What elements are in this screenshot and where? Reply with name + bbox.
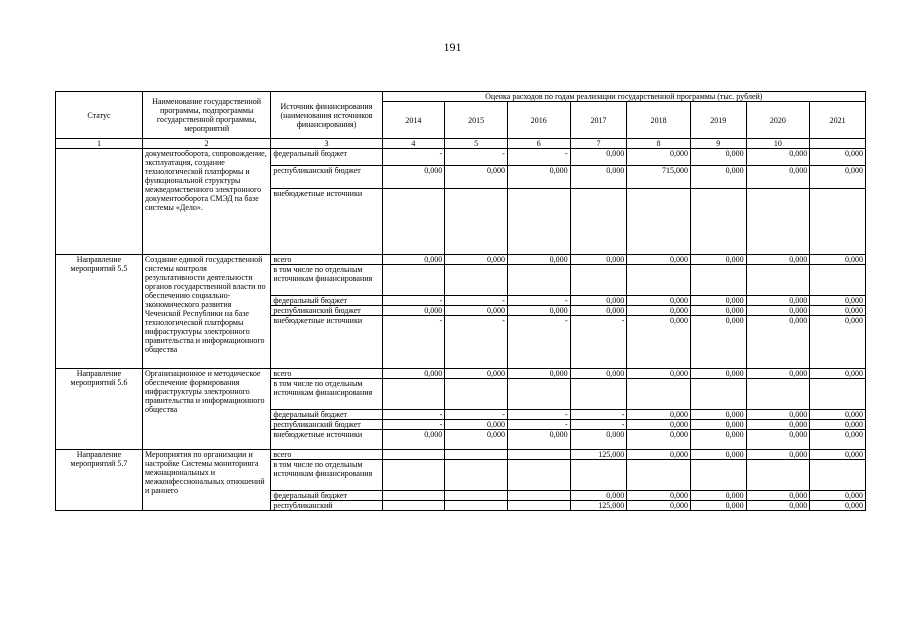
page-number: 191 bbox=[443, 40, 462, 54]
amount-cell bbox=[445, 189, 508, 255]
funding-source-cell: внебюджетные источники bbox=[271, 316, 382, 369]
amount-cell: 0,000 bbox=[570, 166, 627, 189]
amount-cell: 0,000 bbox=[746, 296, 810, 306]
table-row bbox=[56, 450, 866, 460]
amount-cell: - bbox=[507, 420, 570, 430]
amount-cell: 0,000 bbox=[507, 166, 570, 189]
amount-cell: 0,000 bbox=[627, 255, 691, 265]
amount-cell bbox=[507, 189, 570, 255]
column-index bbox=[810, 139, 866, 149]
measure-name-cell: Мероприятия по организации и настройке Системы мониторинга межнациональных и межконфессиональных отношений и раннего bbox=[142, 450, 270, 511]
amount-cell: 0,000 bbox=[445, 430, 508, 450]
amount-cell: 0,000 bbox=[810, 296, 866, 306]
status-cell: Направление мероприятий 5.7 bbox=[56, 450, 143, 511]
amount-cell: 0,000 bbox=[810, 166, 866, 189]
amount-cell: 0,000 bbox=[810, 450, 866, 460]
amount-cell: 0,000 bbox=[570, 430, 627, 450]
amount-cell: 0,000 bbox=[507, 430, 570, 450]
amount-cell: - bbox=[445, 410, 508, 420]
amount-cell: 0,000 bbox=[507, 369, 570, 379]
amount-cell: 0,000 bbox=[445, 306, 508, 316]
year-2020: 2020 bbox=[746, 102, 810, 139]
amount-cell bbox=[445, 460, 508, 491]
funding-source-cell: республиканский бюджет bbox=[271, 306, 382, 316]
amount-cell: 0,000 bbox=[445, 369, 508, 379]
amount-cell: 0,000 bbox=[746, 149, 810, 166]
status-cell: Направление мероприятий 5.5 bbox=[56, 255, 143, 369]
amount-cell: 0,000 bbox=[746, 306, 810, 316]
amount-cell: - bbox=[507, 149, 570, 166]
amount-cell bbox=[570, 265, 627, 296]
amount-cell: 0,000 bbox=[690, 410, 746, 420]
amount-cell bbox=[445, 265, 508, 296]
status-cell: Направление мероприятий 5.6 bbox=[56, 369, 143, 450]
amount-cell bbox=[382, 450, 445, 460]
amount-cell: 0,000 bbox=[382, 306, 445, 316]
amount-cell: 0,000 bbox=[445, 166, 508, 189]
amount-cell: 0,000 bbox=[627, 491, 691, 501]
amount-cell: 0,000 bbox=[690, 166, 746, 189]
amount-cell bbox=[627, 460, 691, 491]
amount-cell bbox=[382, 491, 445, 501]
amount-cell: 0,000 bbox=[382, 430, 445, 450]
amount-cell bbox=[570, 379, 627, 410]
amount-cell: 0,000 bbox=[746, 420, 810, 430]
amount-cell: - bbox=[507, 410, 570, 420]
measure-name-cell: документооборота, сопровождение, эксплуатация, создание технологической платформы и функциональной структуры межведомственного электронного документооборота СМЭД па базе системы «Дело». bbox=[142, 149, 270, 255]
amount-cell bbox=[382, 460, 445, 491]
funding-source-cell: всего bbox=[271, 450, 382, 460]
amount-cell: 0,000 bbox=[570, 255, 627, 265]
amount-cell bbox=[810, 265, 866, 296]
column-index: 10 bbox=[746, 139, 810, 149]
amount-cell: 0,000 bbox=[627, 501, 691, 511]
funding-source-cell: всего bbox=[271, 255, 382, 265]
funding-source-cell: федеральный бюджет bbox=[271, 491, 382, 501]
funding-source-cell: в том числе по отдельным источникам финансирования bbox=[271, 460, 382, 491]
column-index: 2 bbox=[142, 139, 270, 149]
amount-cell: 0,000 bbox=[382, 166, 445, 189]
amount-cell: 0,000 bbox=[690, 450, 746, 460]
amount-cell: - bbox=[382, 410, 445, 420]
funding-source-cell: федеральный бюджет bbox=[271, 149, 382, 166]
amount-cell: - bbox=[382, 420, 445, 430]
amount-cell bbox=[810, 379, 866, 410]
amount-cell: 0,000 bbox=[627, 410, 691, 420]
funding-source-cell: республиканский бюджет bbox=[271, 420, 382, 430]
year-2015: 2015 bbox=[445, 102, 508, 139]
amount-cell: - bbox=[445, 316, 508, 369]
amount-cell: 0,000 bbox=[627, 430, 691, 450]
amount-cell: 0,000 bbox=[810, 306, 866, 316]
amount-cell bbox=[627, 265, 691, 296]
amount-cell: 0,000 bbox=[627, 369, 691, 379]
amount-cell bbox=[746, 379, 810, 410]
amount-cell bbox=[570, 189, 627, 255]
amount-cell: 0,000 bbox=[810, 369, 866, 379]
amount-cell: 0,000 bbox=[690, 149, 746, 166]
column-index: 6 bbox=[507, 139, 570, 149]
name-header: Наименование государственной программы, подпрограммы государственной программы, мероприятий bbox=[142, 92, 270, 139]
table-row bbox=[56, 149, 866, 166]
amount-cell: 0,000 bbox=[570, 306, 627, 316]
amount-cell: 0,000 bbox=[690, 420, 746, 430]
amount-cell: 0,000 bbox=[570, 296, 627, 306]
amount-cell bbox=[382, 189, 445, 255]
amount-cell bbox=[690, 189, 746, 255]
measure-name-cell: Создание единой государственной системы контроля результативности деятельности органов государственной власти по обеспечению социально-экономического развития Чеченской Республики на базе технологической платформы инфраструктуры электронного правительства и информационного общества bbox=[142, 255, 270, 369]
amount-cell: 0,000 bbox=[690, 369, 746, 379]
amount-cell bbox=[507, 460, 570, 491]
column-index-row bbox=[56, 139, 866, 149]
amount-cell: 0,000 bbox=[810, 420, 866, 430]
amount-cell: - bbox=[570, 316, 627, 369]
amount-cell bbox=[627, 379, 691, 410]
amount-cell bbox=[690, 265, 746, 296]
amount-cell: 0,000 bbox=[746, 369, 810, 379]
amount-cell: 0,000 bbox=[690, 430, 746, 450]
status-cell bbox=[56, 149, 143, 255]
amount-cell: 0,000 bbox=[810, 410, 866, 420]
amount-cell: - bbox=[507, 296, 570, 306]
amount-cell: 0,000 bbox=[810, 501, 866, 511]
amount-cell: 0,000 bbox=[627, 450, 691, 460]
column-index: 3 bbox=[271, 139, 382, 149]
amount-cell bbox=[507, 450, 570, 460]
amount-cell bbox=[445, 450, 508, 460]
column-index: 7 bbox=[570, 139, 627, 149]
amount-cell bbox=[570, 460, 627, 491]
year-2017: 2017 bbox=[570, 102, 627, 139]
amount-cell: - bbox=[382, 316, 445, 369]
header-row bbox=[56, 92, 866, 102]
amount-cell: 0,000 bbox=[690, 316, 746, 369]
amount-cell bbox=[445, 491, 508, 501]
column-index: 5 bbox=[445, 139, 508, 149]
amount-cell: 0,000 bbox=[690, 296, 746, 306]
amount-cell bbox=[690, 460, 746, 491]
amount-cell bbox=[810, 189, 866, 255]
column-index: 8 bbox=[627, 139, 691, 149]
funding-source-cell: внебюджетные источники bbox=[271, 430, 382, 450]
amount-cell bbox=[746, 460, 810, 491]
amount-cell: - bbox=[445, 149, 508, 166]
amount-cell: 125,000 bbox=[570, 501, 627, 511]
amount-cell bbox=[445, 501, 508, 511]
table-body bbox=[56, 149, 866, 511]
amount-cell: - bbox=[507, 316, 570, 369]
funding-source-cell: республиканский бюджет bbox=[271, 166, 382, 189]
amount-cell bbox=[627, 189, 691, 255]
amount-cell bbox=[507, 379, 570, 410]
amount-cell: 0,000 bbox=[746, 450, 810, 460]
amount-cell: 0,000 bbox=[746, 316, 810, 369]
amount-cell: 0,000 bbox=[627, 420, 691, 430]
funding-source-cell: в том числе по отдельным источникам финансирования bbox=[271, 379, 382, 410]
amount-cell bbox=[507, 265, 570, 296]
amount-cell: - bbox=[570, 410, 627, 420]
amount-cell: 0,000 bbox=[382, 255, 445, 265]
funding-source-cell: федеральный бюджет bbox=[271, 410, 382, 420]
amount-cell: 0,000 bbox=[627, 306, 691, 316]
funding-source-cell: федеральный бюджет bbox=[271, 296, 382, 306]
funding-source-cell: внебюджетные источники bbox=[271, 189, 382, 255]
amount-cell: 0,000 bbox=[690, 255, 746, 265]
amount-cell: 0,000 bbox=[810, 255, 866, 265]
column-index: 1 bbox=[56, 139, 143, 149]
amount-cell: 0,000 bbox=[570, 149, 627, 166]
amount-cell: - bbox=[570, 420, 627, 430]
year-2019: 2019 bbox=[690, 102, 746, 139]
measure-name-cell: Организационное и методическое обеспечение формирования инфраструктуры электронного правительства и информационного общества bbox=[142, 369, 270, 450]
amount-cell: 0,000 bbox=[810, 149, 866, 166]
amount-cell: 0,000 bbox=[570, 369, 627, 379]
amount-cell bbox=[810, 460, 866, 491]
column-index: 4 bbox=[382, 139, 445, 149]
source-header: Источник финансирования (наименования источников финансирования) bbox=[271, 92, 382, 139]
amount-cell: 0,000 bbox=[810, 316, 866, 369]
amount-cell: 0,000 bbox=[810, 430, 866, 450]
year-2018: 2018 bbox=[627, 102, 691, 139]
amount-cell: 0,000 bbox=[627, 296, 691, 306]
amount-cell: 0,000 bbox=[810, 491, 866, 501]
amount-cell: 0,000 bbox=[690, 501, 746, 511]
status-header: Статус bbox=[56, 92, 143, 139]
funding-source-cell: республиканский bbox=[271, 501, 382, 511]
amount-cell: 0,000 bbox=[570, 491, 627, 501]
amount-cell bbox=[507, 491, 570, 501]
amount-cell: 0,000 bbox=[746, 166, 810, 189]
year-2021: 2021 bbox=[810, 102, 866, 139]
amount-cell: 0,000 bbox=[382, 369, 445, 379]
column-index: 9 bbox=[690, 139, 746, 149]
budget-table bbox=[55, 91, 866, 511]
amount-cell: 0,000 bbox=[746, 491, 810, 501]
amount-cell: 0,000 bbox=[746, 501, 810, 511]
amount-cell: 0,000 bbox=[746, 410, 810, 420]
amount-cell: 125,000 bbox=[570, 450, 627, 460]
amount-cell: 715,000 bbox=[627, 166, 691, 189]
funding-source-cell: всего bbox=[271, 369, 382, 379]
amount-cell bbox=[382, 501, 445, 511]
amount-cell bbox=[445, 379, 508, 410]
amount-cell bbox=[746, 265, 810, 296]
amount-cell: 0,000 bbox=[445, 255, 508, 265]
table-row bbox=[56, 255, 866, 265]
amount-cell bbox=[690, 379, 746, 410]
table-row bbox=[56, 369, 866, 379]
amount-cell: - bbox=[445, 296, 508, 306]
amount-cell: 0,000 bbox=[690, 306, 746, 316]
amount-cell: 0,000 bbox=[507, 255, 570, 265]
amount-cell: 0,000 bbox=[627, 316, 691, 369]
amount-cell bbox=[507, 501, 570, 511]
amount-cell: 0,000 bbox=[746, 430, 810, 450]
amount-cell: - bbox=[382, 296, 445, 306]
funding-source-cell: в том числе по отдельным источникам финансирования bbox=[271, 265, 382, 296]
amount-cell bbox=[382, 265, 445, 296]
amount-cell: 0,000 bbox=[746, 255, 810, 265]
amount-cell bbox=[746, 189, 810, 255]
amount-cell: 0,000 bbox=[445, 420, 508, 430]
amount-cell: 0,000 bbox=[507, 306, 570, 316]
amount-cell: 0,000 bbox=[627, 149, 691, 166]
year-2014: 2014 bbox=[382, 102, 445, 139]
estimate-header: Оценка расходов по годам реализации государственной программы (тыс. рублей) bbox=[382, 92, 865, 102]
year-2016: 2016 bbox=[507, 102, 570, 139]
amount-cell bbox=[382, 379, 445, 410]
amount-cell: 0,000 bbox=[690, 491, 746, 501]
amount-cell: - bbox=[382, 149, 445, 166]
